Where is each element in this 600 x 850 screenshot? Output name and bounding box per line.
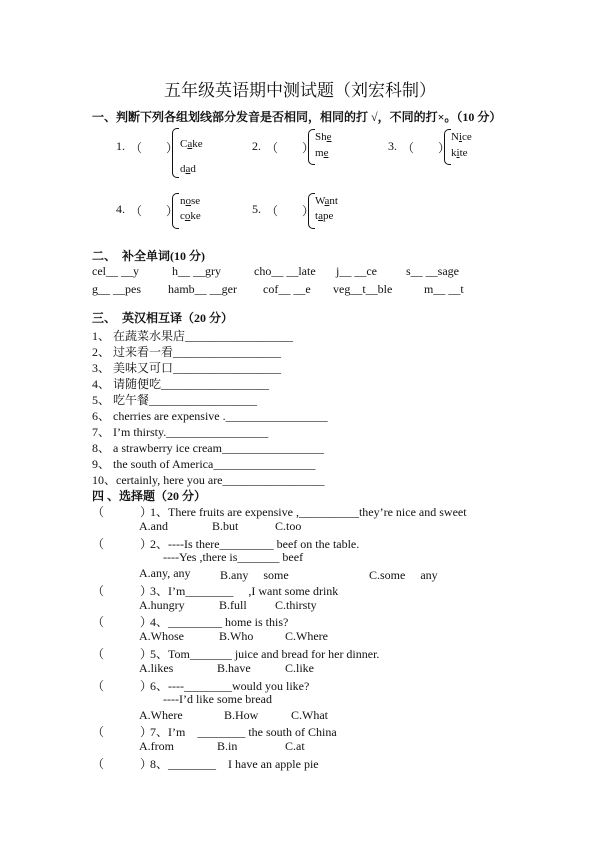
option-c: C.some any (369, 568, 438, 582)
word-1: Cake (180, 138, 203, 150)
answer-paren: （ ） (92, 647, 153, 661)
option-c: C.Where (285, 629, 328, 643)
word-2: me (315, 147, 329, 159)
word-blank: m__ __t (424, 282, 464, 296)
word-blank: cho__ __late (254, 264, 316, 278)
option-a: A.Where (139, 708, 183, 722)
word-blank: cof__ __e (263, 282, 311, 296)
translation-item: 6、 cherries are expensive ._________________ (92, 409, 328, 423)
item-number: 3. (388, 139, 397, 153)
question-stem: 6、----________would you like? (150, 679, 310, 693)
option-a: A.likes (139, 661, 174, 675)
option-b: B.any some (220, 568, 289, 582)
question-stem: 8、________ I have an apple pie (150, 757, 319, 771)
word-blank: veg__t__ble (333, 282, 393, 296)
question-stem: 5、Tom_______ juice and bread for her dinner. (150, 647, 380, 661)
word-blank: h__ __gry (172, 264, 221, 278)
word-blank: j__ __ce (336, 264, 377, 278)
option-b: B.have (217, 661, 251, 675)
answer-paren: （ ） (92, 584, 153, 598)
answer-paren: （ ） (92, 505, 153, 519)
page-title: 五年级英语期中测试题（刘宏科制） (164, 81, 436, 100)
word-blank: s__ __sage (406, 264, 459, 278)
translation-item: 7、 I’m thirsty._________________ (92, 425, 269, 439)
word-2: tape (315, 210, 334, 222)
translation-item: 4、 请随便吃__________________ (92, 377, 270, 391)
option-b: B.but (212, 519, 239, 533)
option-a: A.any, any (139, 566, 191, 580)
question-stem: 7、I’m ________ the south of China (150, 725, 337, 739)
section1-heading: 一、判断下列各组划线部分发音是否相同，相同的打 √，不同的打×。（10 分） (92, 110, 502, 124)
translation-item: 1、 在蔬菜水果店__________________ (92, 329, 294, 343)
option-c: C.What (291, 708, 328, 722)
translation-item: 2、 过来看一看__________________ (92, 345, 282, 359)
answer-paren: （ ） (92, 537, 153, 551)
question-stem: 4、_________ home is this? (150, 615, 289, 629)
word-blank: g__ __pes (92, 282, 141, 296)
answer-paren: （ ） (92, 757, 153, 771)
answer-paren: （ ） (92, 725, 153, 739)
brace (444, 129, 451, 165)
option-a: A.hungry (139, 598, 185, 612)
option-a: A.from (139, 739, 174, 753)
word-1: nose (180, 195, 201, 207)
question-extra: ----I’d like some bread (163, 692, 272, 706)
option-c: C.at (285, 739, 305, 753)
item-number: 4. (116, 202, 125, 216)
option-c: C.like (285, 661, 314, 675)
word-1: Want (315, 195, 338, 207)
item-number: 2. (252, 139, 261, 153)
answer-paren: （ ） (130, 141, 179, 155)
section3-heading: 三、 英汉相互译（20 分） (92, 311, 234, 325)
question-extra: ----Yes ,there is_______ beef (163, 550, 304, 564)
brace (308, 193, 315, 229)
option-b: B.in (217, 739, 238, 753)
word-blank: cel__ __y (92, 264, 139, 278)
question-stem: 1、There fruits are expensive ,__________they’re nice and sweet (150, 505, 467, 519)
brace (172, 193, 179, 229)
answer-paren: （ ） (130, 204, 179, 218)
word-blank: hamb__ __ger (168, 282, 237, 296)
section4-heading: 四 、选择题（20 分） (92, 489, 207, 503)
answer-paren: （ ） (92, 679, 153, 693)
option-b: B.How (224, 708, 259, 722)
word-1: She (315, 131, 332, 143)
item-number: 1. (116, 139, 125, 153)
section2-heading: 二、 补全单词(10 分) (92, 249, 205, 263)
option-b: B.full (219, 598, 247, 612)
word-1: Nice (451, 131, 472, 143)
word-2: coke (180, 210, 201, 222)
option-a: A.and (139, 519, 168, 533)
word-2: kite (451, 147, 468, 159)
brace (308, 129, 315, 165)
option-c: C.thirsty (275, 598, 317, 612)
word-2: dad (180, 163, 196, 175)
translation-item: 8、 a strawberry ice cream_________________ (92, 441, 324, 455)
translation-item: 10、certainly, here you are_________________ (92, 473, 325, 487)
answer-paren: （ ） (266, 204, 315, 218)
answer-paren: （ ） (266, 141, 315, 155)
translation-item: 3、 美味又可口__________________ (92, 361, 282, 375)
question-stem: 3、I’m________ ,I want some drink (150, 584, 339, 598)
answer-paren: （ ） (402, 141, 451, 155)
question-stem: 2、----Is there_________ beef on the table. (150, 537, 360, 551)
answer-paren: （ ） (92, 615, 153, 629)
item-number: 5. (252, 202, 261, 216)
translation-item: 5、 吃午餐__________________ (92, 393, 258, 407)
option-c: C.too (275, 519, 302, 533)
option-b: B.Who (219, 629, 254, 643)
option-a: A.Whose (139, 629, 184, 643)
brace (172, 128, 179, 178)
translation-item: 9、 the south of America_________________ (92, 457, 316, 471)
